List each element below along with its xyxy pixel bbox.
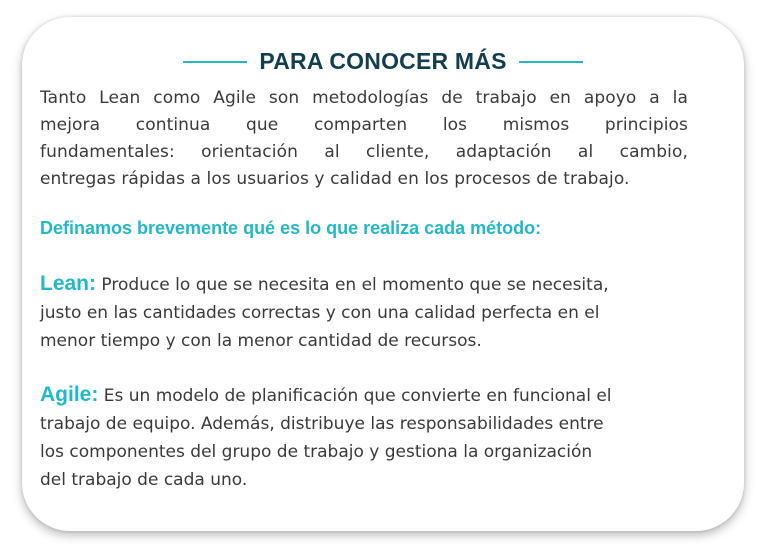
definition-line: del trabajo de cada uno. — [40, 470, 248, 490]
definition-text: Es un modelo de planificación que convierte en funcional el — [98, 386, 612, 406]
definition-first-line — [40, 381, 688, 410]
card-heading: PARA CONOCER MÁS — [259, 48, 507, 74]
intro-paragraph — [40, 85, 688, 193]
definition-first-line — [40, 270, 688, 299]
heading-left-rule — [183, 61, 247, 63]
definition-line: los componentes del grupo de trabajo y gestiona la organización — [40, 442, 593, 462]
intro-line: mejora continua que comparten los mismos principios — [40, 115, 688, 135]
definition-line: justo en las cantidades correctas y con una calidad perfecta en el — [40, 303, 600, 323]
definition-line: trabajo de equipo. Además, distribuye las responsabilidades entre — [40, 414, 604, 434]
definition-term-agile: Agile: — [40, 383, 99, 406]
definition-agile — [40, 381, 688, 494]
intro-line: fundamentales: orientación al cliente, adaptación al cambio, — [40, 142, 688, 162]
intro-line: entregas rápidas a los usuarios y calidad en los procesos de trabajo. — [40, 169, 630, 189]
definition-line: menor tiempo y con la menor cantidad de recursos. — [40, 331, 482, 351]
definition-term-lean: Lean: — [40, 272, 97, 295]
definition-lean — [40, 270, 688, 355]
heading-right-rule — [519, 61, 583, 63]
methods-subheading: Definamos brevemente qué es lo que realiza cada método: — [40, 218, 542, 238]
definition-text: Produce lo que se necesita en el momento que se necesita, — [96, 275, 609, 295]
heading-row — [22, 48, 744, 75]
intro-line: Tanto Lean como Agile son metodologías de trabajo en apoyo a la — [40, 88, 688, 108]
